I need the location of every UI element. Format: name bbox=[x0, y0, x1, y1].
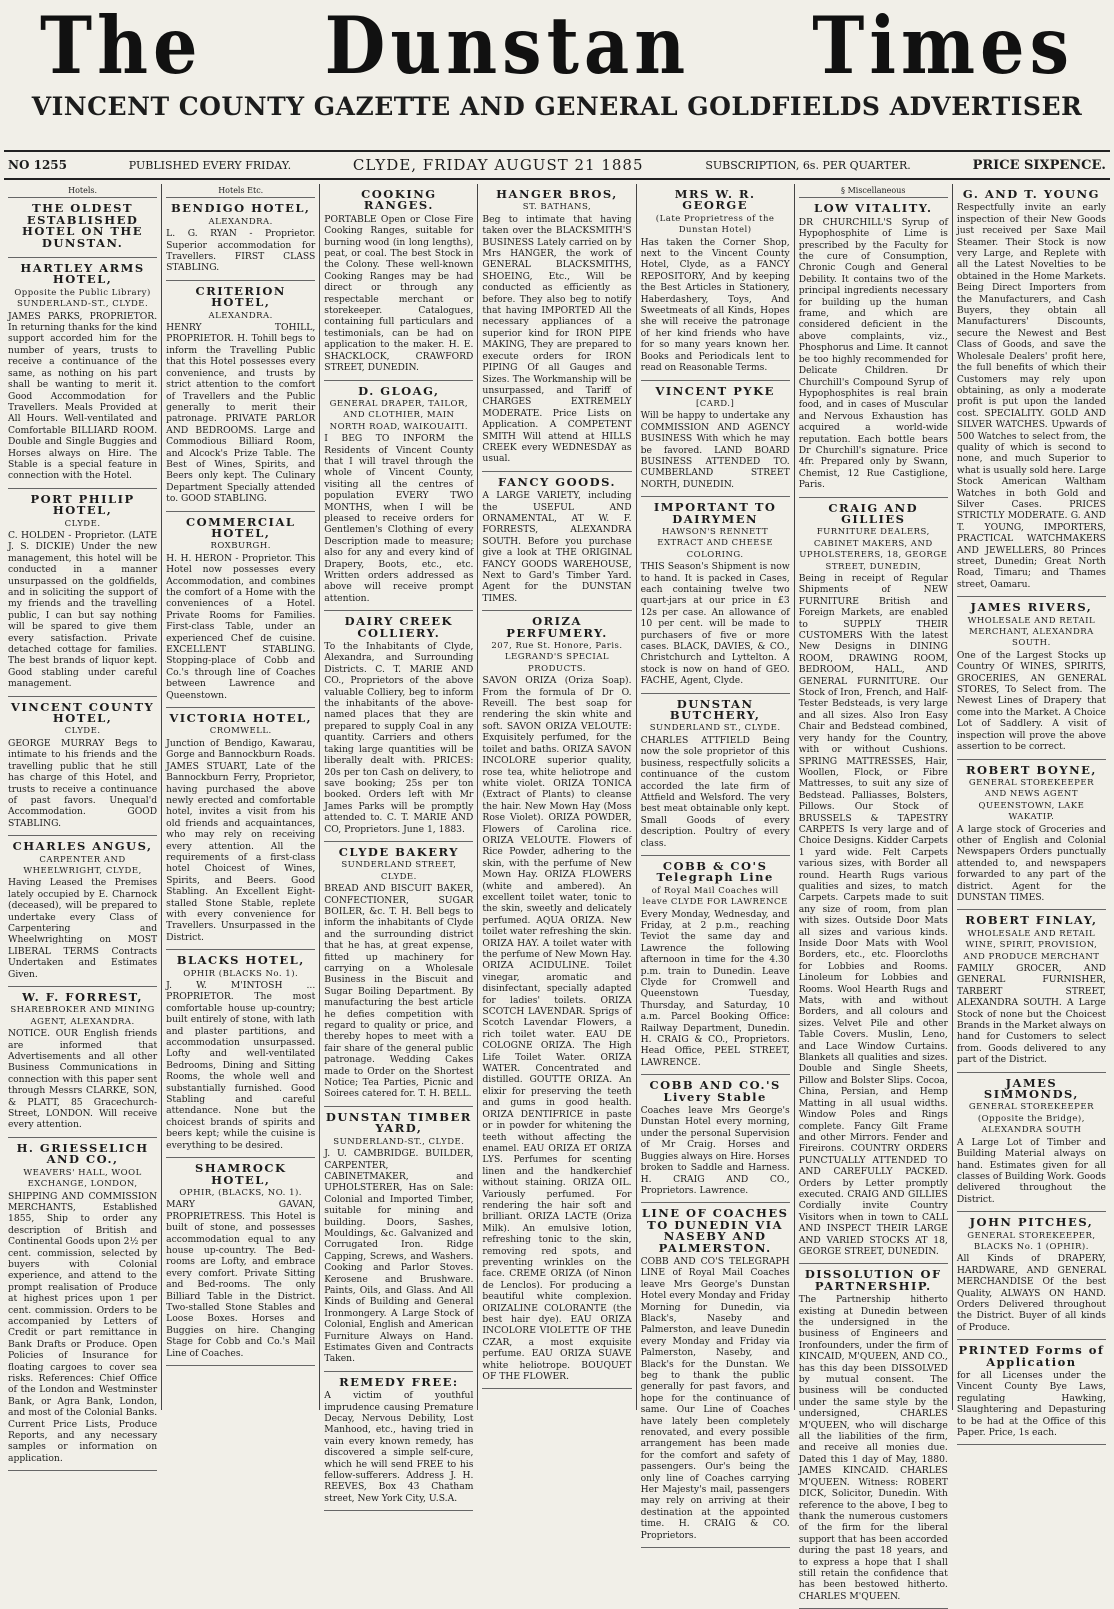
ad-subhead: Opposite the Public Library) SUNDERLAND-ST., CLYDE. bbox=[14, 287, 151, 310]
column-section-label: Hotels Etc. bbox=[166, 184, 315, 198]
issue-number: NO 1255 bbox=[8, 158, 67, 172]
ad-headline: JAMES SIMMONDS, bbox=[983, 1075, 1079, 1102]
ad-body: MARY GAVAN, PROPRIETRESS. This Hotel is built of stone, and possesses accommodation equal to any house up-country. The Bed-rooms are Lofty, and embrace every comfort. Private Sitting and Bed-rooms. The only Billiard Table in the District. Two-stalled Stone Stables and Loose Boxes. Horses and Buggies on hire. Changing Stage for Cobb and Co.'s Mail Line of Coaches. bbox=[166, 1199, 316, 1359]
ad-headline: SHAMROCK HOTEL, bbox=[194, 1161, 287, 1187]
advertisement bbox=[957, 597, 1106, 759]
ad-subhead: GENERAL STOREKEEPER, BLACKS No. 1 (OPHIR). bbox=[967, 1230, 1096, 1252]
advertisement bbox=[8, 697, 157, 836]
advertisement bbox=[166, 1158, 315, 1366]
ad-headline: VINCENT COUNTY HOTEL, bbox=[10, 699, 155, 726]
ad-headline: JAMES RIVERS, bbox=[970, 600, 1093, 615]
ad-subhead: [CARD.] bbox=[695, 398, 735, 409]
ad-headline: W. F. FORREST, bbox=[22, 990, 143, 1004]
ad-headline: CRAIG AND GILLIES bbox=[828, 500, 919, 526]
ad-body: J. W. M'INTOSH ... PROPRIETOR. The most comfortable house up-country; built entirely of stone, with lath and plaster partitions, and accommodation unsurpassed. Lofty and well-ventilated Bedrooms, Dining and Sitting Rooms, the whole well and substantially furnished. Good Stabling and careful attendance. None but the choicest brands of spirits and beers kept; while the cuisine is everything to be desired. bbox=[166, 980, 316, 1151]
ad-subhead: FURNITURE DEALERS, CABINET MAKERS, AND UPHOLSTERERS, 18, GEORGE STREET, DUNEDIN, bbox=[799, 527, 948, 572]
ad-headline: PRINTED Forms of Application bbox=[958, 1343, 1105, 1369]
ad-subhead: CLYDE. bbox=[64, 518, 101, 529]
ad-headline: CLYDE BAKERY bbox=[338, 844, 459, 859]
ad-body: Every Monday, Wednesday, and Friday, at 2 p.m., reaching Teviot the same day and Lawrence the following afternoon in time for the 4.30 p.m. train to Dunedin. Leave Clyde for Cromwell and Queenstown Tuesday, Thursday, and Saturday, 10 a.m. Parcel Booking Office: Railway Department, Dunedin. H. CRAIG & CO., Proprietors. Head Office, PEEL STREET, LAWRENCE. bbox=[640, 908, 790, 1068]
ad-headline: ORIZA PERFUMERY. bbox=[506, 614, 608, 640]
ad-headline: REMEDY FREE: bbox=[339, 1374, 459, 1389]
column-2 bbox=[162, 184, 320, 1410]
dateline-bar bbox=[4, 150, 1110, 180]
column-section-label: § Miscellaneous bbox=[799, 184, 948, 198]
ad-body: Coaches leave Mrs George's Dunstan Hotel every morning, under the personal Supervision of Mr Craig. Horses and Buggies always on Hire. Horses broken to Saddle and Harness. H. CRAIG AND CO., Proprietors. Lawrence. bbox=[640, 1105, 790, 1196]
advertisement bbox=[324, 1107, 473, 1372]
ad-headline: PORT PHILIP HOTEL, bbox=[30, 491, 135, 518]
ad-body: Respectfully invite an early inspection of their New Goods just received per Saxe Mail Steamer. Their Stock is now very Large, and Replete with all the Latest Novelties to be obtained in the Home Markets. Being Direct Importers from the Manufacturers, and Cash Buyers, they obtain all Manufacturers' Discounts, secure the Newest and Best Class of Goods, and save the Wholesale Dealers' profit here, the full benefits of which their Customers may rely upon obtaining, as only a moderate profit is put upon the landed cost. SPECIALITY. GOLD AND SILVER WATCHES. Upwards of 500 Watches to select from, the quality of which is second to none, and much Superior to what is usually sold here. Large Stock American Waltham Watches in both Gold and Silver Cases. PRICES STRICTLY MODERATE. G. AND T. YOUNG, IMPORTERS, PRACTICAL WATCHMAKERS AND JEWELLERS, 80 Princes street, Dunedin; Great North Road, Timaru; and Thames street, Oamaru. bbox=[956, 202, 1106, 590]
ad-subhead: CARPENTER AND WHEELWRIGHT, CLYDE, bbox=[23, 854, 142, 876]
ad-subhead: SUNDERLAND ST., CLYDE. bbox=[649, 723, 781, 734]
advertisement bbox=[324, 184, 473, 381]
ad-headline: BLACKS HOTEL, bbox=[176, 953, 305, 968]
ad-body: Has taken the Corner Shop, next to the Vincent County Hotel, Clyde, as a FANCY REPOSITORY, And by keeping the Best Articles in Stationery, Haberdashery, Toys, And Sweetmeats of all Kinds, Hopes she will receive the patronage of her kind friends who have for so many years known her. Books and Periodicals lent to read on Reasonable Terms. bbox=[640, 236, 790, 374]
ad-subhead: ST. BATHANS, bbox=[522, 202, 592, 213]
ad-headline: ROBERT BOYNE, bbox=[965, 762, 1097, 777]
ad-headline: IMPORTANT TO DAIRYMEN bbox=[653, 500, 777, 526]
ad-body: SHIPPING AND COMMISSION MERCHANTS, Established 1855, Ship to order any description of British and Continental Goods upon 2½ per cent. commission, selected by buyers with Colonial experience, and attend to the prompt realisation of Produce at highest prices upon 1 per cent. commission. Orders to be accompanied by Letters of Credit or part remittance in Bank Drafts or Produce. Open Policies of Insurance for floating cargoes to cover sea risks. References: Chief Office of the London and Westminster Bank, or Agra Bank, London, and most of the Colonial Banks. Current Price Lists, Produce Reports, and any necessary samples or information on application. bbox=[8, 1190, 158, 1464]
column-section-label: Hotels. bbox=[8, 184, 157, 198]
advertisement bbox=[8, 836, 157, 987]
subscription-rate: SUBSCRIPTION, 6s. PER QUARTER. bbox=[705, 158, 911, 172]
ad-subhead: WHOLESALE AND RETAIL MERCHANT, ALEXANDRA SOUTH. bbox=[967, 615, 1096, 649]
ad-headline: DUNSTAN BUTCHERY, bbox=[669, 696, 761, 723]
publication-frequency: PUBLISHED EVERY FRIDAY. bbox=[128, 158, 292, 172]
advertisement bbox=[482, 611, 631, 1389]
title-word-times: Times bbox=[812, 0, 1074, 92]
ad-body: I BEG TO INFORM the Residents of Vincent County that I will travel through the whole of Vincent County, visiting all the centres of population EVERY TWO MONTHS, when I will be pleased to receive orders for Gentlemen's Clothing of every Description made to measure; also for any and every kind of Drapery, Boots, etc., etc. Written orders addressed as above will receive prompt attention. bbox=[324, 433, 474, 604]
masthead bbox=[0, 0, 1114, 150]
advertisement bbox=[166, 950, 315, 1158]
ad-subhead: OPHIR (BLACKS No. 1). bbox=[183, 968, 299, 979]
column-4 bbox=[478, 184, 636, 1410]
ad-headline: HANGER BROS, bbox=[496, 187, 618, 201]
ad-body: BREAD AND BISCUIT BAKER, CONFECTIONER, SUGAR BOILER, &c. T. H. Bell begs to inform the inhabitants of Clyde and the surrounding district that he has, at great expense, fitted up machinery for carrying on a Wholesale Business in the Biscuit and Sugar Boiling Department. By manufacturing the best article he defies competition with regard to quality or price, and thereby hopes to meet with a fair share of the general public patronage. Wedding Cakes made to Order on the Shortest Notice; Tea Parties, Picnic and Soirees catered for. T. H. BELL. bbox=[324, 883, 474, 1100]
advertisement bbox=[324, 611, 473, 842]
advertisement bbox=[166, 708, 315, 950]
ad-headline: CHARLES ANGUS, bbox=[12, 839, 153, 854]
ad-subhead: SHAREBROKER AND MINING AGENT, ALEXANDRA. bbox=[10, 1005, 155, 1027]
ad-body: One of the Largest Stocks up Country Of WINES, SPIRITS, GROCERIES, AN GENERAL STORES, To Select from. The Newest Lines of Drapery that come into the Market. A Choice Lot of Saddlery. A visit of inspection will prove the above assertion to be correct. bbox=[956, 649, 1106, 753]
advertisement bbox=[957, 1073, 1106, 1212]
title-word-the: The bbox=[40, 0, 203, 92]
newspaper-subtitle: VINCENT COUNTY GAZETTE AND GENERAL GOLDFIELDS ADVERTISER bbox=[31, 92, 1083, 121]
ad-body: A large stock of Groceries and other of English and Colonial Newspapers Orders punctually attended to, and newspapers forwarded to any part of the district. Agent for the DUNSTAN TIMES. bbox=[956, 823, 1106, 903]
ad-headline: COMMERCIAL HOTEL, bbox=[185, 514, 296, 540]
ad-body: A LARGE VARIETY, including the USEFUL AND ORNAMENTAL, AT W. F. FORRESTS, ALEXANDRA SOUTH. Before you purchase give a look at THE ORIGINAL FANCY GOODS WAREHOUSE, Next to Gard's Timber Yard. Agent for the DUNSTAN TIMES. bbox=[482, 490, 632, 604]
advertisement bbox=[8, 198, 157, 258]
ad-body: DR CHURCHILL'S Syrup of Hypophosphite of Lime is prescribed by the Faculty for the cure of Consumption, Chronic Cough and General Debility. It contains two of the principal ingredients necessary for building up the human frame, and which are considered deficient in the above complaints, viz., Phosphorus and Lime. It cannot be too highly recommended for Delicate Children. Dr Churchill's Compound Syrup of Hypophosphites is real brain food, and in cases of Muscular and Nervous Exhaustion has acquired a world-wide reputation. Each bottle bears Dr Churchill's signature. Price 4fr. Prepared only by Swann, Chemist, 12 Rue Castiglione, Paris. bbox=[798, 216, 948, 491]
ad-subhead: (Late Proprietress of the Dunstan Hotel) bbox=[655, 213, 775, 236]
advertisement bbox=[641, 497, 790, 694]
ad-headline: CRITERION HOTEL, bbox=[195, 283, 286, 310]
column-1 bbox=[4, 184, 162, 1464]
column-3 bbox=[320, 184, 478, 1504]
advertisement bbox=[799, 198, 948, 497]
ad-body: Beg to intimate that having taken over the BLACKSMITH'S BUSINESS Lately carried on by Mrs HANGER, the work of GENERAL BLACKSMITHS, SHOEING, Etc., Will be conducted as efficiently as before. They also beg to notify that having IMPORTED All the necessary appliances of a superior kind for IRON PIPE MAKING, They are prepared to execute orders for IRON PIPING Of all Gauges and Sizes. The Workmanship will be unsurpassed, and Tariff of CHARGES EXTREMELY MODERATE. Price Lists on Application. A COMPETENT SMITH Will attend at HILLS CREEK every WEDNESDAY as usual. bbox=[482, 213, 632, 465]
advertisement bbox=[957, 1212, 1106, 1340]
ad-headline: THE OLDEST ESTABLISHED HOTEL ON THE DUNSTAN. bbox=[22, 201, 144, 250]
ad-body: A victim of youthful imprudence causing Premature Decay, Nervous Debility, Lost Manhood, etc., having tried in vain every known remedy, has discovered a simple self-cure, which he will send FREE to his fellow-sufferers. Address J. H. REEVES, Box 43 Chatham street, New York City, U.S.A. bbox=[324, 1390, 474, 1504]
ad-subhead: WEAVERS' HALL, WOOL EXCHANGE, LONDON, bbox=[23, 1167, 142, 1190]
advertisement bbox=[641, 1075, 790, 1203]
ad-headline: D. GLOAG, bbox=[358, 383, 440, 398]
ad-subhead: SUNDERLAND-ST., CLYDE. bbox=[333, 1136, 465, 1147]
ad-body: COBB AND CO'S TELEGRAPH LINE of Royal Mail Coaches leave Mrs George's Dunstan Hotel every Monday and Friday Morning for Dunedin, via Black's, Naseby and Palmerston, and leave Dunedin every Monday and Friday via Palmerston, Naseby, and Black's for the Dunstan. We beg to thank the public generally for past favors, and hope for the continuance of same. Our Line of Coaches have lately been completely renovated, and every possible arrangement has been made for the comfort and safety of passengers. Our's being the only line of Coaches carrying Her Majesty's mail, passengers may rely on arriving at their destination at the appointed time. H. CRAIG & CO. Proprietors. bbox=[640, 1255, 790, 1541]
ad-body: Being in receipt of Regular Shipments of NEW FURNITURE British and Foreign Markets, are enabled to SUPPLY THEIR CUSTOMERS With the latest New Designs in DINING ROOM, DRAWING ROOM, BEDROOM, HALL, AND GENERAL FURNITURE. Our Stock of Iron, French, and Half-Tester Bedsteads, is very large and all sizes. Also Iron Easy Chair and Bedstead combined, very handy for the Country, with or without Cushions. SPRING MATTRESSES, Hair, Woollen, Flock, or Fibre Mattresses, to suit any size of Bedstead. Palliasses, Bolsters, Pillows. Our Stock of BRUSSELS & TAPESTRY CARPETS Is very large and of Choice Designs. Kidder Carpets 1 yard wide. Felt Carpets various sizes, with Border all round. Hearth Rugs various qualities and sizes, to match Carpets. Carpets made to suit any size of room, from plan with sizes. Outside Door Mats all sizes and various kinds. Inside Door Mats with Wool Borders, etc., etc. Floorcloths for Lobbies and Rooms. Linoleum for Lobbies and Rooms. Wool Hearth Rugs and Mats, with and without Borders, and all colours and sizes. Velvet Pile and other Table Covers. Muslin, Leno, and Lace Window Curtains. Blankets all qualities and sizes. Double and Single Sheets, Pillow and Bolster Slips. Cocoa, China, Persian, and Hemp Matting in all usual widths. Window Poles and Rings complete. Fancy Gilt Frame and other Mirrors. Fender and Fireirons. COUNTRY ORDERS PUNCTUALLY ATTENDED TO AND CAREFULLY PACKED. Orders by Letter promptly executed. CRAIG AND GILLIES Cordially invite Country Visitors when in town to CALL AND INSPECT THEIR LARGE AND VARIED STOCKS AT 18, GEORGE STREET, DUNEDIN. bbox=[798, 573, 948, 1257]
ad-subhead: GENERAL DRAPER, TAILOR, AND CLOTHIER, MAIN NORTH ROAD, WAIKOUAITI. bbox=[329, 398, 469, 432]
ad-body: HENRY TOHILL, PROPRIETOR. H. Tohill begs to inform the Travelling Public that this Hotel possesses every convenience, and trusts by strict attention to the comfort of Travellers and the Public generally to merit their patronage. PRIVATE PARLOR AND BEDROOMS. Large and Commodious Billiard Room, and Alcock's Prize Table. The Best of Wines, Spirits, and Beers only kept. The Culinary Department Specially attended to. GOOD STABLING. bbox=[166, 322, 316, 505]
ad-headline: VICTORIA HOTEL, bbox=[169, 711, 313, 726]
ad-body: To the Inhabitants of Clyde, Alexandra, and Surrounding Districts. C. T. MARIE AND CO., Proprietors of the above valuable Colliery, beg to inform the inhabitants of the above-named places that they are prepared to supply Coal in any quantity. Carriers and others taking large quantities will be liberally dealt with. PRICES: 20s per ton Cash on delivery, to save booking; 25s per ton booked. Orders left with Mr James Parks will be promptly attended to. C. T. MARIE AND CO, Proprietors. June 1, 1883. bbox=[324, 641, 474, 835]
ad-subhead: ALEXANDRA. bbox=[208, 216, 273, 227]
ad-body: JAMES PARKS, PROPRIETOR. In returning thanks for the kind support accorded him for the number of years, trusts to receive a continuance of the same, as nothing on his part shall be wanting to merit it. Good Accommodation for Travellers. Meals Provided at All Hours. Well-ventilated and Comfortable BILLIARD ROOM. Double and Single Buggies and Horses always on Hire. The Stable is a special feature in connection with the Hotel. bbox=[8, 310, 158, 482]
column-5 bbox=[637, 184, 795, 1541]
ad-body: H. H. HERON - Proprietor. This Hotel now possesses every Accommodation, and combines the comfort of a Home with the conveniences of a Hotel. Private Rooms for Families. First-class Table, under an experienced Chef de cuisine. EXCELLENT STABLING. Stopping-place of Cobb and Co.'s through line of Coaches between Lawrence and Queenstown. bbox=[166, 552, 316, 701]
advertisement bbox=[8, 1138, 157, 1471]
issue-price: PRICE SIXPENCE. bbox=[972, 157, 1106, 173]
ad-headline: MRS W. R. GEORGE bbox=[674, 187, 756, 213]
advertisement bbox=[8, 987, 157, 1138]
ad-headline: BENDIGO HOTEL, bbox=[170, 201, 311, 216]
advertisement bbox=[482, 184, 631, 472]
advertisement bbox=[324, 381, 473, 612]
ad-headline: COBB & CO'S Telegraph Line bbox=[656, 858, 774, 885]
ad-subhead: OPHIR, (BLACKS, NO. 1). bbox=[179, 1187, 303, 1198]
ad-headline: H. GRIESSELICH AND CO., bbox=[16, 1140, 149, 1167]
ad-body: CHARLES ATTFIELD Being now the sole proprietor of this business, respectfully solicits a continuance of the custom accorded the late firm of Attfield and Welsford. The very best meat obtainable only kept. Small Goods of every description. Poultry of every class. bbox=[640, 734, 790, 849]
column-7 bbox=[953, 184, 1110, 1439]
ad-headline: FANCY GOODS. bbox=[497, 474, 616, 489]
ad-body: for all Licenses under the Vincent County Bye Laws, regulating Hawking, Slaughtering and Depasturing to be had at the Office of this Paper. Price, 1s each. bbox=[956, 1370, 1106, 1439]
ad-headline: COBB AND CO.'S Livery Stable bbox=[649, 1078, 781, 1104]
ad-body: PORTABLE Open or Close Fire Cooking Ranges, suitable for burning wood (in long lengths), peat, or coal. The best Stock in the Colony. These well-known Cooking Ranges may be had direct or through any respectable merchant or storekeeper. Catalogues, containing full particulars and testimonials, can be had on application to the maker. H. E. SHACKLOCK, CRAWFORD STREET, DUNEDIN. bbox=[324, 213, 474, 374]
ad-headline: HARTLEY ARMS HOTEL, bbox=[20, 261, 145, 287]
advertisement bbox=[641, 856, 790, 1075]
title-word-dunstan: Dunstan bbox=[324, 0, 691, 92]
ad-body: NOTICE. OUR English friends are informed that Advertisements and all other Business Communications in connection with this paper sent through Messrs CLARKE, SON, & PLATT, 85 Gracechurch-Street, LONDON. Will receive every attention. bbox=[8, 1028, 158, 1131]
advertisement bbox=[166, 198, 315, 280]
advertisement bbox=[957, 910, 1106, 1072]
ad-body: A Large Lot of Timber and Building Material always on hand. Estimates given for all classes of Building Work. Goods delivered throughout the District. bbox=[956, 1136, 1106, 1205]
advertisement bbox=[957, 184, 1106, 597]
ad-body: Will be happy to undertake any COMMISSION AND AGENCY BUSINESS With which he may be favored. LAND BOARD BUSINESS ATTENDED TO. CUMBERLAND STREET NORTH, DUNEDIN. bbox=[640, 410, 790, 490]
ad-body: The Partnership hitherto existing at Dunedin between the undersigned in the business of Engineers and Ironfounders, under the firm of KINCAID, M'QUEEN, AND CO., has this day been DISSOLVED by mutual consent. The business will be conducted under the same style by the undersigned, CHARLES M'QUEEN, who will discharge all the liabilities of the firm, and receive all monies due. Dated this 1 day of May, 1880. JAMES KINCAID. CHARLES M'QUEEN. Witness: ROBERT DICK, Solicitor, Dunedin. With reference to the above, I beg to thank the numerous customers of the firm for the liberal support that has been accorded during the past 18 years, and to express a hope that I shall still retain the confidence that has been bestowed hitherto. CHARLES M'QUEEN. bbox=[798, 1294, 948, 1602]
ad-body: FAMILY GROCER, AND GENERAL FURNISHER, TARBERT STREET, ALEXANDRA SOUTH. A Large Stock of none but the Choicest Brands in the Market always on hand for Customers to select from. Goods delivered to any part of the District. bbox=[956, 963, 1106, 1066]
ad-body: THIS Season's Shipment is now to hand. It is packed in Cases, each containing twelve two quart-jars at our price in £3 12s per case. An allowance of 10 per cent. will be made to purchasers of five or more cases. BLACK, DAVIES, & CO., Christchurch and Lyttelton. A stock is now on hand of GEO. FACHE, Agent, Clyde. bbox=[640, 561, 790, 687]
ad-headline: DAIRY CREEK COLLIERY. bbox=[344, 614, 454, 640]
ad-subhead: 207, Rue St. Honore, Paris. LEGRAND'S SPECIAL PRODUCTS. bbox=[491, 641, 623, 674]
ad-subhead: HAWSON'S RENNETT EXTRACT AND CHEESE COLORING. bbox=[657, 526, 774, 560]
advertisement-columns bbox=[4, 184, 1110, 1602]
advertisement bbox=[8, 489, 157, 697]
advertisement bbox=[957, 1340, 1106, 1445]
issue-date: CLYDE, FRIDAY AUGUST 21 1885 bbox=[352, 156, 644, 174]
column-6 bbox=[795, 184, 953, 1602]
advertisement bbox=[166, 512, 315, 709]
advertisement bbox=[641, 184, 790, 381]
ad-subhead: ALEXANDRA. bbox=[208, 310, 273, 321]
ad-subhead: ROXBURGH. bbox=[210, 541, 271, 552]
ad-body: L. G. RYAN - Proprietor. Superior accommodation for Travellers. FIRST CLASS STABLING. bbox=[166, 228, 316, 274]
ad-subhead: CROMWELL. bbox=[209, 726, 272, 737]
ad-subhead: GENERAL STOREKEEPER (Opposite the Bridge), ALEXANDRA SOUTH bbox=[968, 1102, 1094, 1136]
ad-headline: G. AND T. YOUNG bbox=[962, 187, 1100, 201]
advertisement bbox=[324, 1372, 473, 1511]
ad-body: Junction of Bendigo, Kawarau, Gorge and Bannockburn Roads. JAMES STUART, Late of the Bannockburn Ferry, Proprietor, having purchased the above newly erected and comfortable hotel, invites a visit from his old friends and acquaintances, who may rely on receiving every attention. All the requirements of a first-class hotel Choicest of Wines, Spirits, and Beers. Good Stabling. An Excellent Eight-stalled Stone Stable, replete with every convenience for Travellers. Unsurpassed in the District. bbox=[166, 737, 316, 943]
ad-body: SAVON ORIZA (Oriza Soap). From the formula of Dr O. Reveill. The best soap for rendering the skin white and soft. SAVON ORIZA VELOUTE: Exquisitely perfumed, for the toilet and baths. ORIZA SAVON INCOLORE superior quality, rose tea, white heliotrope and white violet. ORIZA TONICA (Extract of Plants) to cleanse the hair. New Mown Hay (Moss Rose Violet). ORIZA POWDER, Flowers of Carolina rice. ORIZA VELOUTE. Flowers of Rice Powder, adhering to the skin, with the perfume of New Mown Hay. ORIZA FLOWERS (white and ambered). An excellent toilet water, tonic to the skin, sweetly and delicately perfumed. AQUA ORIZA. New toilet water refreshing the skin. ORIZA HAY. A toilet water with the perfume of New Mown Hay. ORIZA ACIDULINE. Toilet vinegar, aromatic and disinfectant, specially adapted for ladies' toilets. ORIZA SCOTCH LAVENDAR. Sprigs of Scotch Lavendar Flowers, a rich toilet water. EAU DE COLOGNE ORIZA. The High Life Toilet Water. ORIZA WATER. Concentrated and distilled. GOUTTE ORIZA. An elixir for preserving the teeth and gums in good health. ORIZA DENTIFRICE in paste or in powder for whitening the teeth without affecting the enamel. EAU ORIZA ET ORIZA LYS. Perfumes for scenting linen and the handkerchief without staining. ORIZA OIL. Variously perfumed. For rendering the hair soft and brilliant. ORIZA LACTE (Oriza Milk). An emulsive lotion, refreshing tonic to the skin, removing red spots, and preventing wrinkles on the face. CREME ORIZA (of Ninon de Lenclos). For producing a beautiful white complexion. ORIZALINE COLORANTE (the best hair dye). EAU ORIZA INCOLORE VIOLETTE OF THE CZAR, a most exquisite perfume. EAU ORIZA SUAVE white heliotrope. BOUQUET OF THE FLOWER. bbox=[482, 675, 632, 1383]
ad-headline: DUNSTAN TIMBER YARD, bbox=[325, 1109, 472, 1136]
ad-headline: VINCENT PYKE bbox=[655, 383, 775, 398]
ad-subhead: SUNDERLAND STREET, CLYDE. bbox=[341, 860, 457, 882]
ad-subhead: GENERAL STOREKEEPER AND NEWS AGENT QUEENSTOWN, LAKE WAKATIP. bbox=[968, 777, 1094, 823]
advertisement bbox=[324, 842, 473, 1107]
ad-subhead: WHOLESALE AND RETAIL WINE, SPIRIT, PROVISION, AND PRODUCE MERCHANT bbox=[963, 928, 1100, 962]
advertisement bbox=[482, 472, 631, 611]
advertisement bbox=[799, 1264, 948, 1609]
advertisement bbox=[799, 498, 948, 1265]
ad-body: GEORGE MURRAY Begs to intimate to his friends and the travelling public that he still has charge of this Hotel, and trusts to receive a continuance of past favors. Unequal'd Accommodation. GOOD STABLING. bbox=[8, 737, 158, 829]
ad-body: J. U. CAMBRIDGE. BUILDER, CARPENTER, CABINETMAKER, and UPHOLSTERER, Has on Sale: Colonial and Imported Timber, suitable for mining and building. Doors, Sashes, Mouldings, &c. Galvanized and Corrugated Iron. Ridge Capping, Screws, and Washers. Cooking and Parlor Stoves. Kerosene and Brushware. Paints, Oils, and Glass. And All Kinds of Building and General Ironmongery. A Large Stock of Colonial, English and American Furniture Always on Hand. Estimates Given and Contracts Taken. bbox=[324, 1148, 474, 1365]
ad-headline: JOHN PITCHES, bbox=[969, 1215, 1094, 1230]
ad-headline: LINE OF COACHES TO DUNEDIN VIA NASEBY AND PALMERSTON. bbox=[641, 1206, 789, 1255]
ad-body: All Kinds of DRAPERY, HARDWARE, AND GENERAL MERCHANDISE Of the best Quality, ALWAYS ON HAND. Orders Delivered throughout the District. Buyer of all kinds of Produce. bbox=[956, 1253, 1106, 1333]
newspaper-title bbox=[40, 0, 1074, 92]
ad-subhead: of Royal Mail Coaches will leave CLYDE FOR LAWRENCE bbox=[642, 885, 788, 908]
ad-subhead: CLYDE. bbox=[64, 726, 101, 737]
ad-body: C. HOLDEN - Proprietor. (LATE J. S. DICKIE) Under the new management, this hotel will be conducted in a manner unsurpassed on the goldfields, and in soliciting the support of my friends and the travelling public, I can but say nothing will be spared to give them every satisfaction. Private detached cottage for families. The best brands of liquor kept. Good stabling under careful management. bbox=[8, 529, 158, 690]
ad-body: Having Leased the Premises lately occupied by E. Charnock (deceased), will be prepared to undertake every Class of Carpentering and Wheelwrighting on MOST LIBERAL TERMS Contracts Undertaken and Estimates Given. bbox=[8, 877, 158, 980]
advertisement bbox=[957, 760, 1106, 911]
advertisement bbox=[641, 381, 790, 498]
ad-headline: ROBERT FINLAY, bbox=[965, 913, 1098, 928]
advertisement bbox=[641, 1203, 790, 1548]
advertisement bbox=[641, 694, 790, 856]
ad-headline: COOKING RANGES. bbox=[361, 187, 437, 213]
advertisement bbox=[8, 258, 157, 489]
ad-headline: DISSOLUTION OF PARTNERSHIP. bbox=[804, 1267, 942, 1293]
ad-headline: LOW VITALITY. bbox=[814, 201, 933, 216]
advertisement bbox=[166, 281, 315, 512]
